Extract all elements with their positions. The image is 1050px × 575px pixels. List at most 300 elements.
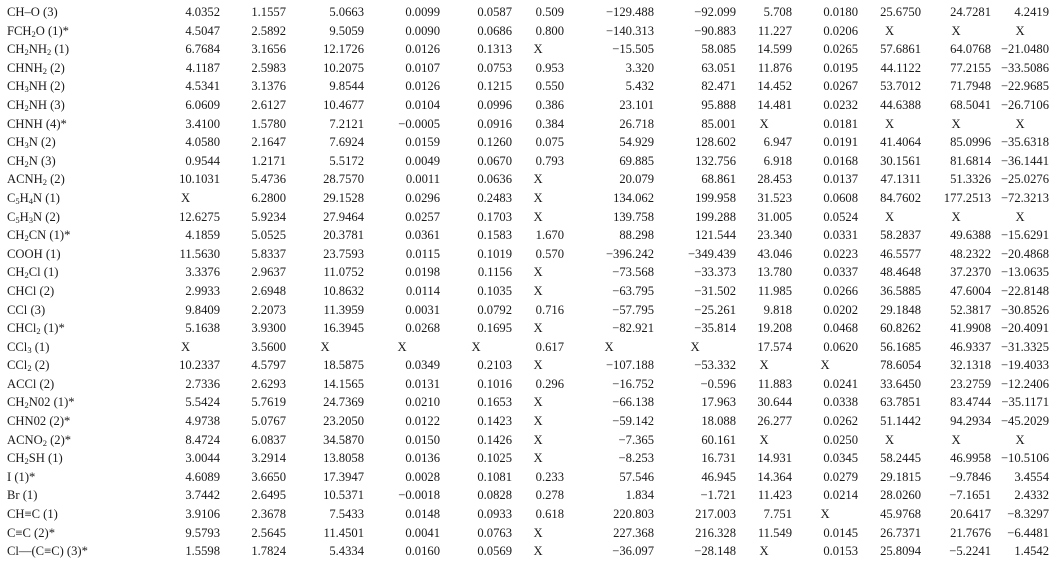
table-row <box>1 170 1049 189</box>
value-cell: 0.0349 <box>405 358 440 373</box>
value-cell: 139.758 <box>613 209 654 224</box>
value-cell: 134.062 <box>613 190 654 205</box>
group-name-cell: Cl—(C≡C) (3)* <box>7 544 88 559</box>
value-cell: X <box>533 358 543 373</box>
value-cell: 0.0028 <box>405 469 440 484</box>
value-cell: 41.9908 <box>950 321 991 336</box>
value-cell: 11.4501 <box>323 525 364 540</box>
table-row <box>1 40 1049 59</box>
value-cell: 2.6127 <box>251 97 286 112</box>
group-name-cell: CH–O (3) <box>7 5 58 19</box>
value-cell: 5.9234 <box>251 209 286 224</box>
value-cell: 1.834 <box>625 488 654 503</box>
value-cell: 0.0296 <box>405 190 440 205</box>
value-cell: 17.574 <box>757 339 792 354</box>
value-cell: 0.0115 <box>405 246 440 261</box>
value-cell: 0.0257 <box>405 209 440 224</box>
value-cell: −45.2029 <box>1000 414 1049 429</box>
value-cell: 1.7824 <box>251 544 286 559</box>
value-cell: X <box>1015 432 1025 447</box>
value-cell: 14.481 <box>757 97 792 112</box>
value-cell: 51.1442 <box>880 414 921 429</box>
value-cell: 2.6293 <box>251 376 286 391</box>
value-cell: X <box>533 395 543 410</box>
value-cell: 4.9738 <box>185 414 220 429</box>
table-row <box>1 282 1049 301</box>
table-row <box>1 505 1049 524</box>
value-cell: 11.876 <box>757 60 792 75</box>
value-cell: −22.9685 <box>1000 79 1049 94</box>
value-cell: 26.7371 <box>880 525 921 540</box>
value-cell: 6.0609 <box>185 97 220 112</box>
value-cell: −15.6291 <box>1000 228 1049 243</box>
value-cell: 83.4744 <box>950 395 991 410</box>
value-cell: 43.046 <box>757 246 792 261</box>
value-cell: X <box>951 432 961 447</box>
value-cell: 81.6814 <box>950 153 991 168</box>
value-cell: 5.4736 <box>251 172 286 187</box>
value-cell: 24.7281 <box>950 5 991 19</box>
value-cell: 5.5172 <box>329 153 364 168</box>
value-cell: 0.1016 <box>477 376 512 391</box>
value-cell: 0.0279 <box>823 469 858 484</box>
value-cell: −7.365 <box>618 432 654 447</box>
value-cell: −0.0005 <box>398 116 440 131</box>
value-cell: −26.7106 <box>1000 97 1049 112</box>
value-cell: 0.1081 <box>477 469 512 484</box>
value-cell: 2.6495 <box>251 488 286 503</box>
value-cell: 2.1647 <box>251 135 286 150</box>
value-cell: 0.0587 <box>477 5 512 19</box>
value-cell: 1.670 <box>535 228 564 243</box>
value-cell: 64.0768 <box>950 42 991 57</box>
value-cell: −0.0018 <box>398 488 440 503</box>
value-cell: 47.6004 <box>950 283 991 298</box>
value-cell: 11.883 <box>757 376 792 391</box>
value-cell: 28.453 <box>757 172 792 187</box>
group-name-cell: $FCH_2O$ (1)* <box>7 23 69 39</box>
value-cell: −66.138 <box>612 395 654 410</box>
value-cell: 58.2837 <box>880 228 921 243</box>
value-cell: X <box>759 358 769 373</box>
value-cell: 1.2171 <box>251 153 286 168</box>
value-cell: −6.4481 <box>1007 525 1049 540</box>
value-cell: 177.2513 <box>943 190 991 205</box>
value-cell: 16.3945 <box>323 321 364 336</box>
value-cell: 0.0202 <box>823 302 858 317</box>
value-cell: 6.947 <box>763 135 792 150</box>
value-cell: 36.5885 <box>880 283 921 298</box>
value-cell: 3.6650 <box>251 469 286 484</box>
value-cell: 63.051 <box>701 60 736 75</box>
value-cell: 0.1035 <box>477 283 512 298</box>
value-cell: 11.0752 <box>323 265 364 280</box>
value-cell: X <box>604 339 614 354</box>
value-cell: −5.2241 <box>949 544 991 559</box>
group-name-cell: C≡C (2)* <box>7 525 56 540</box>
value-cell: 0.0620 <box>823 339 858 354</box>
value-cell: X <box>533 451 543 466</box>
value-cell: 18.5875 <box>323 358 364 373</box>
group-name-cell: $C_5H_4N$ (1) <box>7 190 60 206</box>
value-cell: X <box>533 265 543 280</box>
group-name-cell: $C_5H_3N$ (2) <box>7 209 60 225</box>
value-cell: 69.885 <box>619 153 654 168</box>
group-name-cell: $CH_3NH$ (2) <box>7 79 65 95</box>
group-name-cell: COOH (1) <box>7 246 61 261</box>
value-cell: 0.0250 <box>823 432 858 447</box>
value-cell: −31.502 <box>694 283 736 298</box>
value-cell: 10.1031 <box>179 172 220 187</box>
value-cell: 32.1318 <box>950 358 991 373</box>
value-cell: 17.3947 <box>323 469 364 484</box>
value-cell: 0.1019 <box>477 246 512 261</box>
value-cell: 12.6275 <box>179 209 220 224</box>
value-cell: −1.721 <box>700 488 736 503</box>
value-cell: 0.0031 <box>405 302 440 317</box>
value-cell: 33.6450 <box>880 376 921 391</box>
value-cell: X <box>533 283 543 298</box>
value-cell: 0.0107 <box>405 60 440 75</box>
value-cell: 1.4542 <box>1014 544 1049 559</box>
value-cell: 199.958 <box>695 190 736 205</box>
value-cell: 9.818 <box>763 302 792 317</box>
value-cell: 19.208 <box>757 321 792 336</box>
value-cell: −129.488 <box>605 5 654 19</box>
value-cell: −31.3325 <box>1000 339 1049 354</box>
value-cell: 5.0767 <box>251 414 286 429</box>
value-cell: 68.5041 <box>950 97 991 112</box>
value-cell: 46.9958 <box>950 451 991 466</box>
value-cell: 2.5892 <box>251 23 286 38</box>
value-cell: 2.7336 <box>185 376 220 391</box>
value-cell: 31.005 <box>757 209 792 224</box>
value-cell: 29.1848 <box>880 302 921 317</box>
value-cell: 0.618 <box>535 507 564 522</box>
value-cell: 0.617 <box>535 339 564 354</box>
value-cell: 0.0126 <box>405 42 440 57</box>
value-cell: 60.161 <box>701 432 736 447</box>
value-cell: −92.099 <box>694 5 736 19</box>
value-cell: 0.0331 <box>823 228 858 243</box>
table-row <box>1 77 1049 96</box>
value-cell: 71.7948 <box>950 79 991 94</box>
value-cell: 0.0338 <box>823 395 858 410</box>
value-cell: 20.6417 <box>950 507 991 522</box>
value-cell: 44.6388 <box>880 97 921 112</box>
value-cell: X <box>690 339 700 354</box>
value-cell: 23.340 <box>757 228 792 243</box>
value-cell: −107.188 <box>605 358 654 373</box>
table-row <box>1 486 1049 505</box>
value-cell: 10.4677 <box>323 97 364 112</box>
value-cell: 26.718 <box>619 116 654 131</box>
value-cell: 47.1311 <box>880 172 921 187</box>
value-cell: 0.570 <box>535 246 564 261</box>
value-cell: 11.5630 <box>179 246 220 261</box>
value-cell: 30.1561 <box>880 153 921 168</box>
table-row <box>1 133 1049 152</box>
group-contribution-table <box>1 3 1049 561</box>
value-cell: −73.568 <box>612 265 654 280</box>
value-cell: −22.8148 <box>1000 283 1049 298</box>
value-cell: 45.9768 <box>880 507 921 522</box>
value-cell: −8.3297 <box>1007 507 1049 522</box>
value-cell: 0.1653 <box>477 395 512 410</box>
value-cell: 7.5433 <box>329 507 364 522</box>
value-cell: 11.549 <box>757 525 792 540</box>
value-cell: 132.756 <box>695 153 736 168</box>
value-cell: 46.945 <box>701 469 736 484</box>
value-cell: 0.550 <box>535 79 564 94</box>
group-name-cell: $CH_2NH$ (3) <box>7 97 65 113</box>
value-cell: 25.6750 <box>880 5 921 19</box>
value-cell: 0.233 <box>535 469 564 484</box>
value-cell: 5.4334 <box>329 544 364 559</box>
value-cell: 52.3817 <box>950 302 991 317</box>
value-cell: 51.3326 <box>950 172 991 187</box>
value-cell: 0.0608 <box>823 190 858 205</box>
value-cell: 57.6861 <box>880 42 921 57</box>
value-cell: 4.6089 <box>185 469 220 484</box>
value-cell: 5.0663 <box>329 5 364 19</box>
value-cell: 18.088 <box>701 414 736 429</box>
group-name-cell: CHN02 (2)* <box>7 414 71 429</box>
value-cell: 0.0753 <box>477 60 512 75</box>
value-cell: X <box>1015 23 1025 38</box>
value-cell: 0.0262 <box>823 414 858 429</box>
group-name-cell: CH≡C (1) <box>7 507 58 522</box>
value-cell: −349.439 <box>687 246 736 261</box>
value-cell: X <box>951 116 961 131</box>
value-cell: 0.0996 <box>477 97 512 112</box>
table-row <box>1 542 1049 561</box>
value-cell: X <box>1015 209 1025 224</box>
value-cell: 6.0837 <box>251 432 286 447</box>
table-row <box>1 263 1049 282</box>
value-cell: 0.2483 <box>477 190 512 205</box>
value-cell: 14.931 <box>757 451 792 466</box>
value-cell: −33.5086 <box>1000 60 1049 75</box>
value-cell: 56.1685 <box>880 339 921 354</box>
value-cell: 0.0198 <box>405 265 440 280</box>
group-name-cell: $ACNO_2$ (2)* <box>7 432 72 448</box>
value-cell: 11.423 <box>757 488 792 503</box>
value-cell: 58.2445 <box>880 451 921 466</box>
value-cell: 85.0996 <box>950 135 991 150</box>
value-cell: 0.1260 <box>477 135 512 150</box>
value-cell: 26.277 <box>757 414 792 429</box>
value-cell: −33.373 <box>694 265 736 280</box>
value-cell: X <box>820 358 830 373</box>
value-cell: X <box>533 432 543 447</box>
value-cell: −57.795 <box>612 302 654 317</box>
value-cell: 0.0792 <box>477 302 512 317</box>
table-row <box>1 468 1049 487</box>
value-cell: 20.3781 <box>323 228 364 243</box>
value-cell: −59.142 <box>612 414 654 429</box>
value-cell: −396.242 <box>605 246 654 261</box>
table-row <box>1 3 1049 22</box>
value-cell: X <box>533 544 543 559</box>
table-row <box>1 59 1049 78</box>
value-cell: 3.9106 <box>185 507 220 522</box>
value-cell: 0.0569 <box>477 544 512 559</box>
value-cell: 0.0181 <box>823 116 858 131</box>
value-cell: 0.0636 <box>477 172 512 187</box>
value-cell: 2.5645 <box>251 525 286 540</box>
value-cell: 34.5870 <box>323 432 364 447</box>
value-cell: 0.1426 <box>477 432 512 447</box>
value-cell: 53.7012 <box>880 79 921 94</box>
group-name-cell: $CH_3N$ (2) <box>7 135 56 151</box>
table-row <box>1 393 1049 412</box>
value-cell: 2.4332 <box>1014 488 1049 503</box>
value-cell: −10.5106 <box>1000 451 1049 466</box>
value-cell: 94.2934 <box>950 414 991 429</box>
table-row <box>1 412 1049 431</box>
value-cell: 5.708 <box>763 5 792 19</box>
value-cell: X <box>180 190 191 205</box>
value-cell: 216.328 <box>695 525 736 540</box>
table-row <box>1 338 1049 357</box>
value-cell: 0.0168 <box>823 153 858 168</box>
value-cell: 44.1122 <box>880 60 921 75</box>
value-cell: 2.6948 <box>251 283 286 298</box>
value-cell: 54.929 <box>619 135 654 150</box>
value-cell: 0.0145 <box>823 525 858 540</box>
value-cell: 11.3959 <box>323 302 364 317</box>
value-cell: 1.1557 <box>251 5 286 19</box>
value-cell: −19.4033 <box>1000 358 1049 373</box>
value-cell: 3.1376 <box>251 79 286 94</box>
value-cell: 5.5424 <box>185 395 220 410</box>
value-cell: −82.921 <box>612 321 654 336</box>
value-cell: 4.1187 <box>185 60 220 75</box>
value-cell: −72.3213 <box>1000 190 1049 205</box>
value-cell: −9.7846 <box>949 469 991 484</box>
value-cell: 0.386 <box>535 97 564 112</box>
value-cell: 95.888 <box>701 97 736 112</box>
value-cell: 77.2155 <box>950 60 991 75</box>
value-cell: 10.5371 <box>323 488 364 503</box>
value-cell: 1.5598 <box>185 544 220 559</box>
table-row <box>1 245 1049 264</box>
value-cell: 0.0670 <box>477 153 512 168</box>
value-cell: 227.368 <box>613 525 654 540</box>
value-cell: 10.2337 <box>179 358 220 373</box>
value-cell: 0.0136 <box>405 451 440 466</box>
value-cell: 14.364 <box>757 469 792 484</box>
value-cell: 6.2800 <box>251 190 286 205</box>
value-cell: 3.4100 <box>185 116 220 131</box>
value-cell: 0.1215 <box>477 79 512 94</box>
value-cell: 17.963 <box>701 395 736 410</box>
value-cell: −35.1171 <box>1001 395 1049 410</box>
value-cell: 0.0361 <box>405 228 440 243</box>
value-cell: 5.8337 <box>251 246 286 261</box>
value-cell: 7.6924 <box>329 135 364 150</box>
value-cell: 0.0524 <box>823 209 858 224</box>
value-cell: X <box>884 209 895 224</box>
value-cell: −35.6318 <box>1000 135 1049 150</box>
value-cell: 0.0195 <box>823 60 858 75</box>
group-name-cell: $CHNH_2$ (2) <box>7 60 65 76</box>
value-cell: 6.918 <box>763 153 792 168</box>
value-cell: 3.2914 <box>251 451 286 466</box>
value-cell: −28.148 <box>694 544 736 559</box>
value-cell: 16.731 <box>701 451 736 466</box>
group-name-cell: CCl (3) <box>7 302 46 317</box>
value-cell: X <box>884 432 895 447</box>
group-name-cell: CHCl (2) <box>7 283 55 298</box>
value-cell: 0.0148 <box>405 507 440 522</box>
value-cell: X <box>533 209 543 224</box>
value-cell: −36.097 <box>612 544 654 559</box>
value-cell: 0.0180 <box>823 5 858 19</box>
group-name-cell: CCl$_3$ (1) <box>7 339 50 355</box>
value-cell: 0.793 <box>535 153 564 168</box>
value-cell: 0.953 <box>535 60 564 75</box>
table-row <box>1 431 1049 450</box>
value-cell: 3.1656 <box>251 42 286 57</box>
value-cell: 0.0210 <box>405 395 440 410</box>
value-cell: 0.1025 <box>477 451 512 466</box>
value-cell: 0.0265 <box>823 42 858 57</box>
value-cell: −35.814 <box>694 321 736 336</box>
value-cell: X <box>820 507 830 522</box>
value-cell: 2.3678 <box>251 507 286 522</box>
value-cell: 4.5797 <box>251 358 286 373</box>
value-cell: 48.2322 <box>950 246 991 261</box>
value-cell: 0.0241 <box>823 376 858 391</box>
value-cell: X <box>884 23 895 38</box>
value-cell: 0.0104 <box>405 97 440 112</box>
value-cell: X <box>533 414 543 429</box>
value-cell: 57.546 <box>619 469 654 484</box>
value-cell: X <box>1015 116 1025 131</box>
value-cell: 82.471 <box>701 79 736 94</box>
group-name-cell: $CH_2N$ (3) <box>7 153 56 169</box>
value-cell: 0.0268 <box>405 321 440 336</box>
value-cell: 0.278 <box>535 488 564 503</box>
value-cell: −20.4091 <box>1000 321 1049 336</box>
group-name-cell: $CH_2Cl$ (1) <box>7 265 59 281</box>
value-cell: 0.0090 <box>405 23 440 38</box>
value-cell: 23.2050 <box>323 414 364 429</box>
value-cell: 41.4064 <box>880 135 921 150</box>
table-row <box>1 96 1049 115</box>
table-row <box>1 152 1049 171</box>
group-name-cell: Br (1) <box>7 488 38 503</box>
value-cell: 5.432 <box>625 79 654 94</box>
value-cell: 0.0686 <box>477 23 512 38</box>
value-cell: 14.452 <box>757 79 792 94</box>
table-row <box>1 524 1049 543</box>
value-cell: −25.0276 <box>1000 172 1049 187</box>
value-cell: 88.298 <box>619 228 654 243</box>
value-cell: 23.2759 <box>950 376 991 391</box>
value-cell: 0.0114 <box>405 283 440 298</box>
group-name-cell: CHNH (4)* <box>7 116 67 131</box>
value-cell: 5.0525 <box>251 228 286 243</box>
value-cell: 0.1703 <box>477 209 512 224</box>
value-cell: 58.085 <box>701 42 736 57</box>
value-cell: −0.596 <box>700 376 736 391</box>
value-cell: 0.1313 <box>477 42 512 57</box>
value-cell: 2.2073 <box>251 302 286 317</box>
value-cell: 2.5983 <box>251 60 286 75</box>
